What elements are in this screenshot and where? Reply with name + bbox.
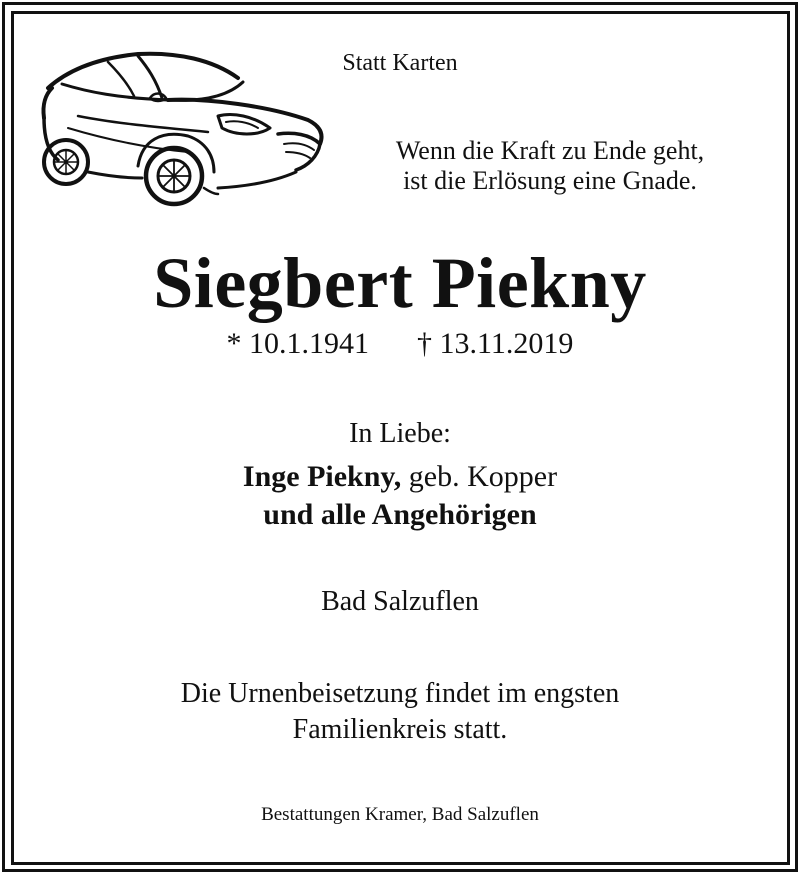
quote-text [350,136,750,196]
mourner-line-1 [0,458,800,496]
mourners-block [0,458,800,534]
undertaker-text: Bestattungen Kramer, Bad Salzuflen [261,804,539,825]
quote-line-2: ist die Erlösung eine Gnade. [403,166,697,195]
life-dates [0,326,800,362]
birth-date: * 10.1.1941 [226,327,370,360]
other-relatives: und alle Angehörigen [263,498,537,531]
mourner-line-2 [0,496,800,534]
in-liebe-text: In Liebe: [349,418,451,449]
car-sketch-icon [38,48,326,212]
mourner-maiden-name: geb. Kopper [401,460,558,493]
notice-line-1: Die Urnenbeisetzung findet im engsten [180,678,620,709]
notice-line-2: Familienkreis statt. [292,714,508,745]
burial-notice [0,676,800,748]
mourner-name: Inge Piekny, [242,460,402,493]
deceased-name: Siegbert Piekny [153,243,647,323]
death-date: † 13.11.2019 [417,327,574,360]
statt-karten-text: Statt Karten [342,50,458,76]
place-text: Bad Salzuflen [321,586,479,617]
quote-line-1: Wenn die Kraft zu Ende geht, [395,136,705,165]
